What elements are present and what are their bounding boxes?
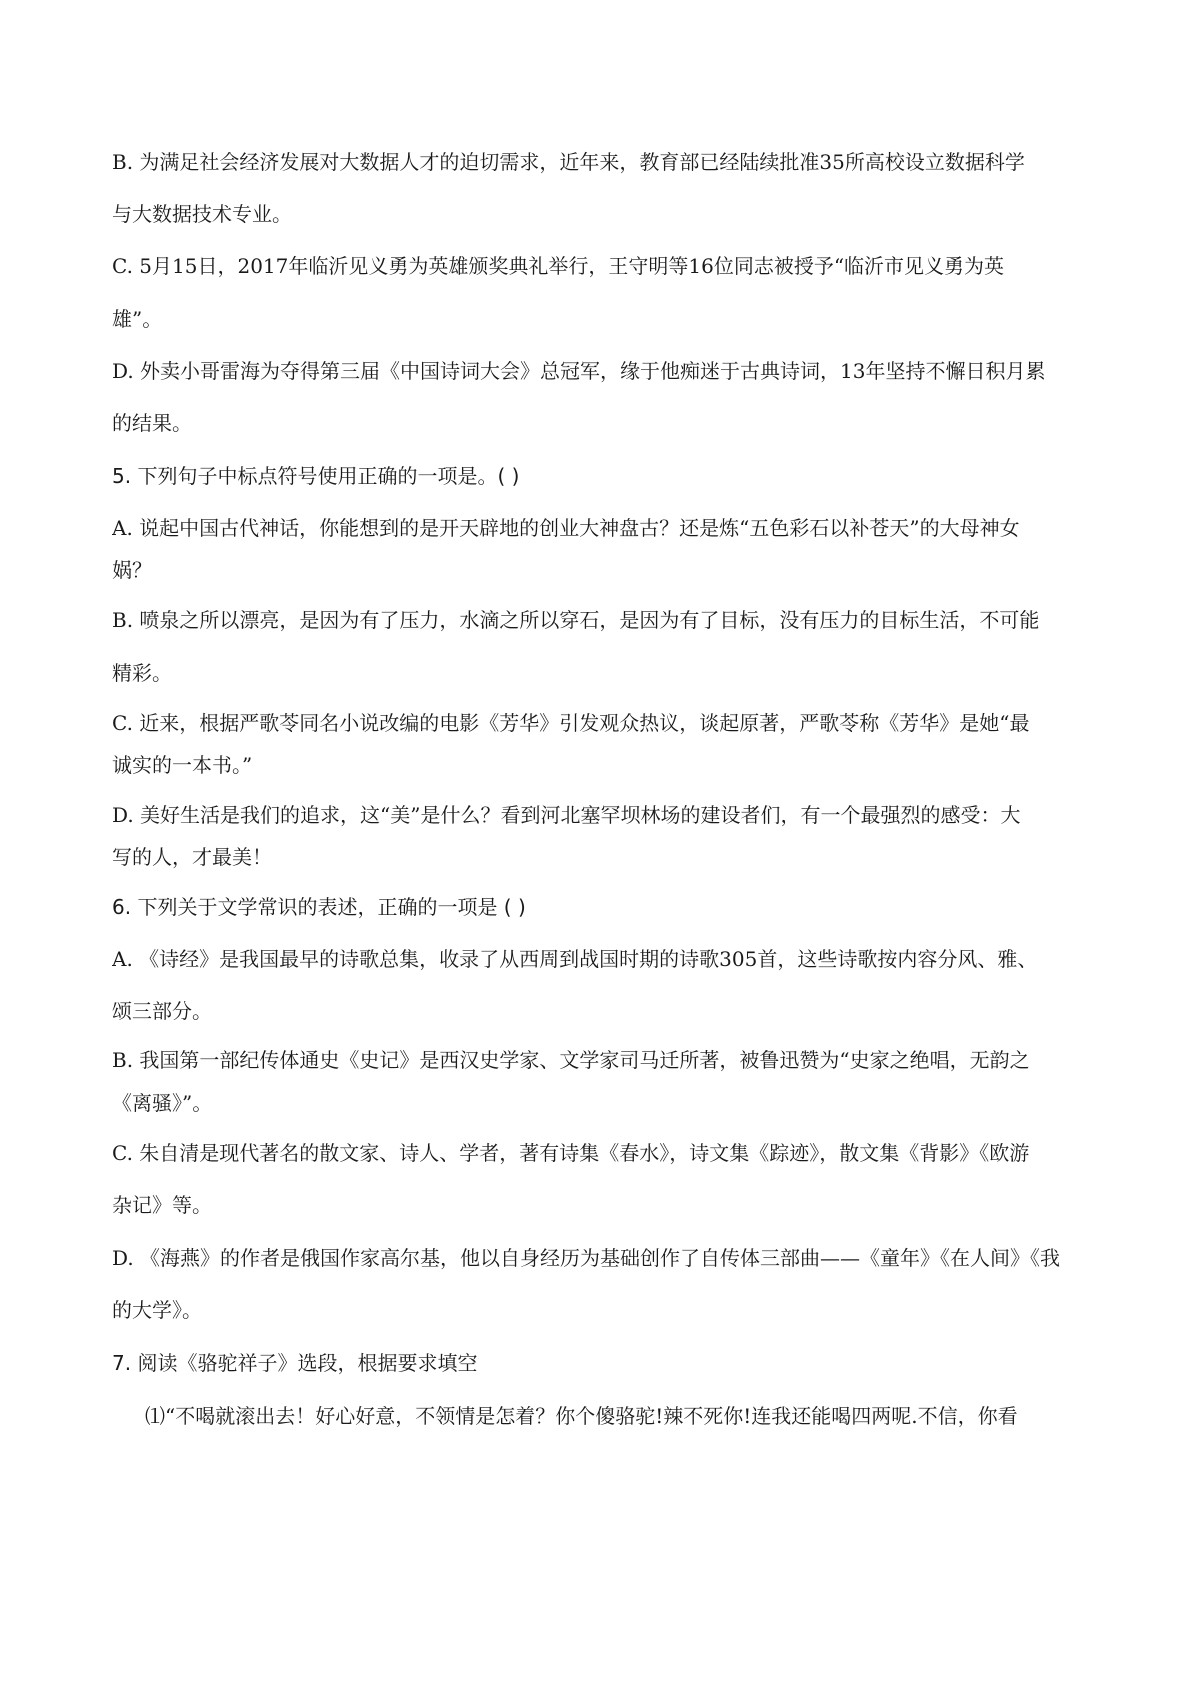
option-b-line-2: 与大数据技术专业。 [112,202,292,226]
option-c-line-1: C. 5月15日，2017年临沂见义勇为英雄颁奖典礼举行，王守明等16位同志被授予“临沂市见义勇为英 [112,254,1005,278]
q6-option-d-line-2: 的大学》。 [112,1298,202,1322]
q6-option-b-line-2: 《离骚》”。 [112,1091,213,1115]
q5-option-b-line-1: B. 喷泉之所以漂亮，是因为有了压力，水滴之所以穿石，是因为有了目标，没有压力的目标生活，不可能 [112,608,1040,632]
q6-option-b-line-1: B. 我国第一部纪传体通史《史记》是西汉史学家、文学家司马迁所著，被鲁迅赞为“史家之绝唱，无韵之 [112,1048,1030,1072]
q7-passage-line-1: ⑴“不喝就滚出去！好心好意，不领情是怎着？你个傻骆驼!辣不死你!连我还能喝四两呢.不信，你看 [145,1404,1018,1428]
option-d-line-1: D. 外卖小哥雷海为夺得第三届《中国诗词大会》总冠军，缘于他痴迷于古典诗词，13年坚持不懈日积月累 [112,359,1046,383]
q5-option-d-line-1: D. 美好生活是我们的追求，这“美”是什么？看到河北塞罕坝林场的建设者们，有一个最强烈的感受：大 [112,803,1021,827]
q5-option-c-line-1: C. 近来，根据严歌苓同名小说改编的电影《芳华》引发观众热议，谈起原著，严歌苓称《芳华》是她“最 [112,711,1030,735]
q6-option-c-line-1: C. 朱自清是现代著名的散文家、诗人、学者，著有诗集《春水》，诗文集《踪迹》，散文集《背影》《欧游 [112,1141,1030,1165]
q5-option-a-line-2: 娲？ [112,558,152,582]
q6-option-a-line-2: 颂三部分。 [112,999,212,1023]
question-6-title: 6. 下列关于文学常识的表述，正确的一项是 ( ) [112,895,526,919]
q5-option-b-line-2: 精彩。 [112,661,172,685]
q6-option-c-line-2: 杂记》等。 [112,1193,212,1217]
q5-option-c-line-2: 诚实的一本书。” [112,753,253,777]
q6-option-a-line-1: A. 《诗经》是我国最早的诗歌总集，收录了从西周到战国时期的诗歌305首，这些诗歌按内容分风、雅、 [112,947,1038,971]
q5-option-a-line-1: A. 说起中国古代神话，你能想到的是开天辟地的创业大神盘古？还是炼“五色彩石以补苍天”的大母神女 [112,516,1020,540]
question-5-title: 5. 下列句子中标点符号使用正确的一项是。( ) [112,464,520,488]
question-7-title: 7. 阅读《骆驼祥子》选段，根据要求填空 [112,1351,478,1375]
option-b-line-1: B. 为满足社会经济发展对大数据人才的迫切需求，近年来，教育部已经陆续批准35所高校设立数据科学 [112,150,1025,174]
option-d-line-2: 的结果。 [112,411,192,435]
option-c-line-2: 雄”。 [112,307,163,331]
q6-option-d-line-1: D. 《海燕》的作者是俄国作家高尔基，他以自身经历为基础创作了自传体三部曲——《童年》《在人间》《我 [112,1246,1061,1270]
q5-option-d-line-2: 写的人，才最美！ [112,845,272,869]
